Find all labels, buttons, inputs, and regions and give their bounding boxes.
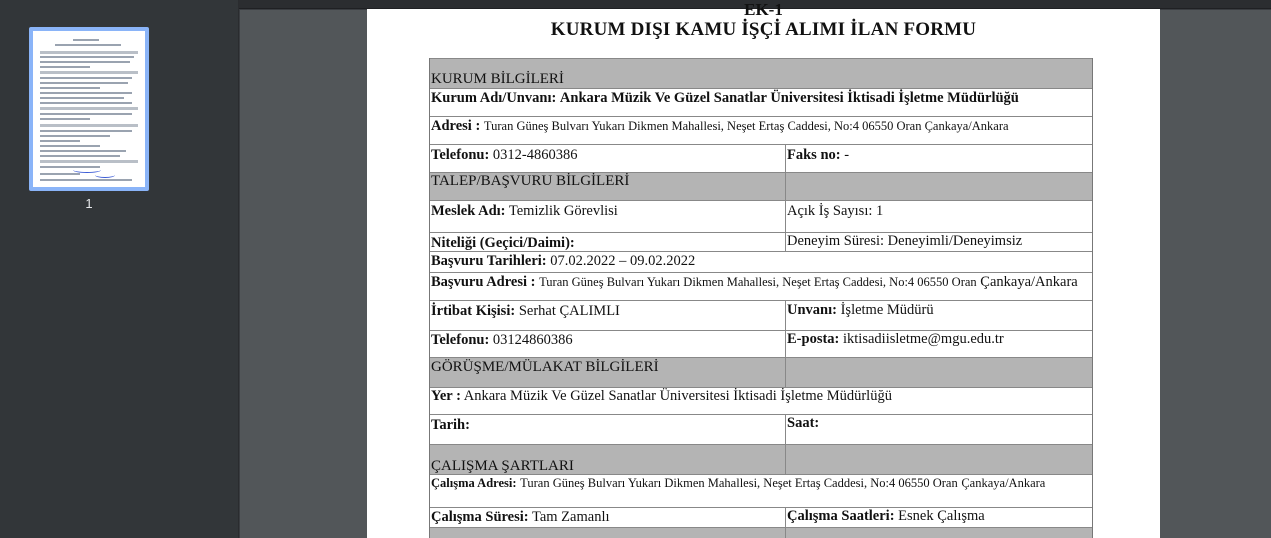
field-value: Temizlik Görevlisi [508, 203, 618, 219]
field-label: Çalışma Adresi: [431, 476, 517, 490]
field-label: İrtibat Kişisi: [431, 303, 516, 319]
section-calisma [430, 444, 1092, 474]
field-label: Çalışma Saatleri: [787, 508, 895, 524]
form-cell [430, 89, 1092, 116]
field-value: 0312-4860386 [492, 147, 578, 163]
section-gorusme [430, 357, 1092, 387]
form-row [430, 414, 1092, 444]
field-label: Telefonu: [431, 332, 490, 348]
section-title: KURUM BİLGİLERİ [431, 71, 564, 87]
document-page [367, 0, 1160, 538]
form-cell [786, 301, 1092, 330]
field-label: Çalışma Süresi: [431, 509, 529, 525]
field-label: Meslek Adı: [431, 203, 506, 219]
form-row [430, 474, 1092, 507]
field-label: Kurum Adı/Unvanı: [431, 90, 557, 106]
thumbnail-page-number: 1 [85, 196, 93, 211]
form-cell [786, 173, 1092, 200]
field-value: Tam Zamanlı [532, 509, 610, 525]
form-row [430, 330, 1092, 357]
page-thumbnail[interactable] [29, 27, 149, 191]
form-row [430, 88, 1092, 116]
form-cell [430, 273, 1092, 300]
form-cell [430, 415, 786, 444]
section-title: ÇALIŞMA ŞARTLARI [430, 445, 786, 474]
form-row [430, 272, 1092, 300]
form-cell [430, 388, 1092, 414]
form-cell [430, 475, 1092, 507]
field-label: Niteliği (Geçici/Daimi): [431, 235, 575, 251]
form-cell [786, 145, 1092, 172]
form-cell: Açık İş Sayısı: 1 [787, 203, 884, 219]
form-row [430, 232, 1092, 251]
field-value: Turan Güneş Bulvarı Yukarı Dikmen Mahallesi, Neşet Ertaş Caddesi, No:4 06550 Oran [539, 275, 977, 289]
field-value: İşletme Müdürü [840, 302, 934, 318]
field-label: Faks no: [787, 147, 841, 163]
field-value: - [844, 147, 850, 163]
section-kurum [430, 58, 1092, 88]
field-label: Tarih: [431, 417, 470, 433]
document-title: KURUM DIŞI KAMU İŞÇİ ALIMI İLAN FORMU [550, 19, 977, 40]
document-header: EK-1 [744, 0, 783, 19]
form-cell [430, 117, 1092, 144]
field-value: Turan Güneş Bulvarı Yukarı Dikmen Mahallesi, Neşet Ertaş Caddesi, No:4 06550 Oran Çankaya/Ankara [483, 119, 1009, 133]
field-value: Serhat ÇALIMLI [518, 303, 620, 319]
form-cell [430, 331, 786, 357]
form-row [430, 507, 1092, 527]
form-row [430, 200, 1092, 232]
section-title: GÖRÜŞME/MÜLAKAT BİLGİLERİ [430, 358, 786, 387]
form-row [430, 387, 1092, 414]
field-value: Esnek Çalışma [898, 508, 985, 524]
form-cell [786, 415, 1092, 444]
form-cell [786, 358, 1092, 387]
form-cell [786, 445, 1092, 474]
field-value: Turan Güneş Bulvarı Yukarı Dikmen Mahallesi, Neşet Ertaş Caddesi, No:4 06550 Oran [520, 476, 958, 490]
thumbnail-sidebar [0, 0, 239, 538]
form-row [430, 144, 1092, 172]
field-label: Saat: [787, 415, 820, 431]
form-table [429, 58, 1093, 538]
field-value: Çankaya/Ankara [961, 476, 1046, 490]
field-value: 03124860386 [492, 332, 573, 348]
field-label: Başvuru Adresi : [431, 274, 536, 290]
field-value: 07.02.2022 – 09.02.2022 [550, 253, 696, 269]
field-label: Telefonu: [431, 147, 490, 163]
field-value: iktisadiisletme@mgu.edu.tr [843, 331, 1004, 347]
form-row [430, 300, 1092, 330]
form-cell [786, 331, 1092, 357]
field-value: Ankara Müzik Ve Güzel Sanatlar Üniversitesi İktisadi İşletme Müdürlüğü [559, 90, 1019, 106]
form-row [430, 251, 1092, 272]
form-cell [430, 252, 1092, 272]
form-cell [430, 508, 786, 527]
form-cell [430, 233, 786, 251]
field-label: E-posta: [787, 331, 840, 347]
form-row [430, 116, 1092, 144]
field-label: Unvanı: [787, 302, 837, 318]
section-title: TALEP/BAŞVURU BİLGİLERİ [430, 173, 786, 200]
field-value: Ankara Müzik Ve Güzel Sanatlar Üniversitesi İktisadi İşletme Müdürlüğü [463, 388, 892, 404]
form-cell [430, 528, 786, 538]
form-cell [430, 301, 786, 330]
form-cell: Deneyim Süresi: Deneyimli/Deneyimsiz [787, 233, 1023, 249]
field-value: Çankaya/Ankara [980, 274, 1078, 290]
field-label: Adresi : [431, 118, 481, 134]
section-talep [430, 172, 1092, 200]
form-cell [786, 508, 1092, 527]
form-cell [430, 145, 786, 172]
field-label: Yer : [431, 388, 461, 404]
section-next [430, 527, 1092, 538]
field-label: Başvuru Tarihleri: [431, 253, 547, 269]
form-cell [430, 201, 786, 232]
form-cell [786, 528, 1092, 538]
